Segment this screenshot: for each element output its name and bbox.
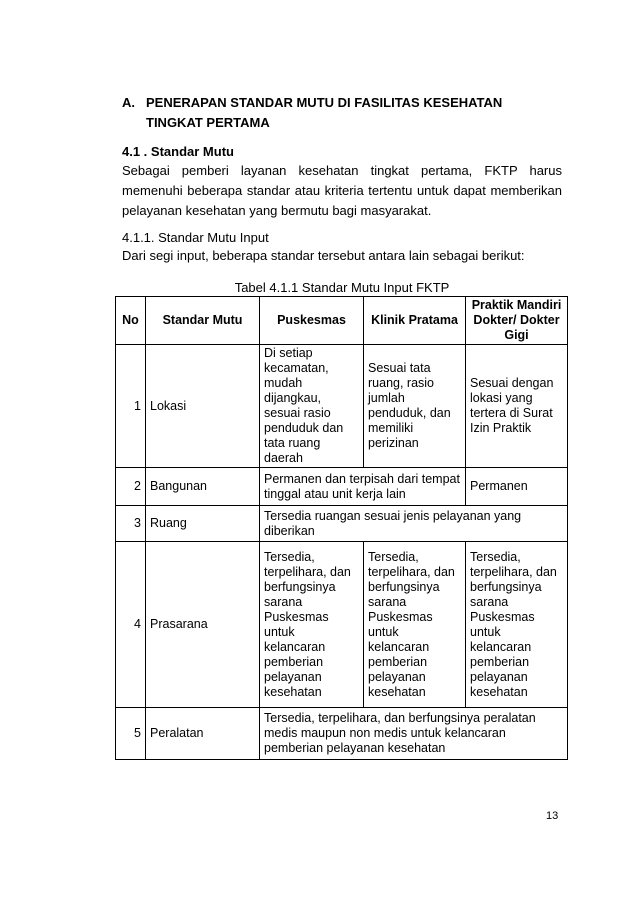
- cell-no: 2: [116, 468, 146, 506]
- header-praktik: Praktik Mandiri Dokter/ Dokter Gigi: [466, 297, 568, 345]
- subsubsection-text: Dari segi input, beberapa standar tersebut antara lain sebagai berikut:: [122, 248, 525, 263]
- cell-puskesmas: Di setiap kecamatan, mudah dijangkau, sesuai rasio penduduk dan tata ruang daerah: [260, 345, 364, 468]
- cell-praktik: Sesuai dengan lokasi yang tertera di Surat Izin Praktik: [466, 345, 568, 468]
- table-caption: Tabel 4.1.1 Standar Mutu Input FKTP: [234, 280, 450, 295]
- cell-klinik: Tersedia, terpelihara, dan berfungsinya sarana Puskesmas untuk kelancaran pemberian pelayanan kesehatan: [364, 542, 466, 708]
- section-title: PENERAPAN STANDAR MUTU DI FASILITAS KESEHATAN TINGKAT PERTAMA: [146, 95, 503, 130]
- page-number: 13: [546, 810, 559, 822]
- table-row: [116, 345, 568, 468]
- cell-puskesmas: Tersedia, terpelihara, dan berfungsinya sarana Puskesmas untuk kelancaran pemberian pelayanan kesehatan: [260, 542, 364, 708]
- cell-puskesmas-klinik: Permanen dan terpisah dari tempat tinggal atau unit kerja lain: [260, 468, 466, 506]
- subsubsection-title: 4.1.1. Standar Mutu Input: [122, 230, 269, 245]
- cell-no: 3: [116, 506, 146, 542]
- cell-standar: Bangunan: [146, 468, 260, 506]
- cell-standar: Ruang: [146, 506, 260, 542]
- table-row: [116, 468, 568, 506]
- cell-merged: Tersedia ruangan sesuai jenis pelayanan yang diberikan: [260, 506, 568, 542]
- subsection-paragraph: Sebagai pemberi layanan kesehatan tingkat pertama, FKTP harus memenuhi beberapa standar atau kriteria tertentu untuk dapat memberikan pelayanan kesehatan yang bermutu bagi masyarakat.: [122, 163, 562, 218]
- cell-standar: Lokasi: [146, 345, 260, 468]
- header-standar: Standar Mutu: [146, 297, 260, 345]
- subsection-title: 4.1 . Standar Mutu: [122, 144, 234, 159]
- header-no: No: [116, 297, 146, 345]
- cell-standar: Prasarana: [146, 542, 260, 708]
- header-puskesmas: Puskesmas: [260, 297, 364, 345]
- section-heading: [122, 93, 552, 133]
- cell-praktik: Tersedia, terpelihara, dan berfungsinya sarana Puskesmas untuk kelancaran pemberian pelayanan kesehatan: [466, 542, 568, 708]
- cell-no: 4: [116, 542, 146, 708]
- cell-standar: Peralatan: [146, 708, 260, 760]
- table-row: [116, 506, 568, 542]
- standards-table: [115, 296, 568, 760]
- cell-no: 5: [116, 708, 146, 760]
- cell-klinik: Sesuai tata ruang, rasio jumlah penduduk, dan memiliki perizinan: [364, 345, 466, 468]
- table-row: [116, 708, 568, 760]
- header-klinik: Klinik Pratama: [364, 297, 466, 345]
- cell-no: 1: [116, 345, 146, 468]
- cell-merged: Tersedia, terpelihara, dan berfungsinya peralatan medis maupun non medis untuk kelancaran pemberian pelayanan kesehatan: [260, 708, 568, 760]
- table-row: [116, 542, 568, 708]
- section-letter: A.: [122, 95, 135, 110]
- cell-praktik: Permanen: [466, 468, 568, 506]
- table-header-row: [116, 297, 568, 345]
